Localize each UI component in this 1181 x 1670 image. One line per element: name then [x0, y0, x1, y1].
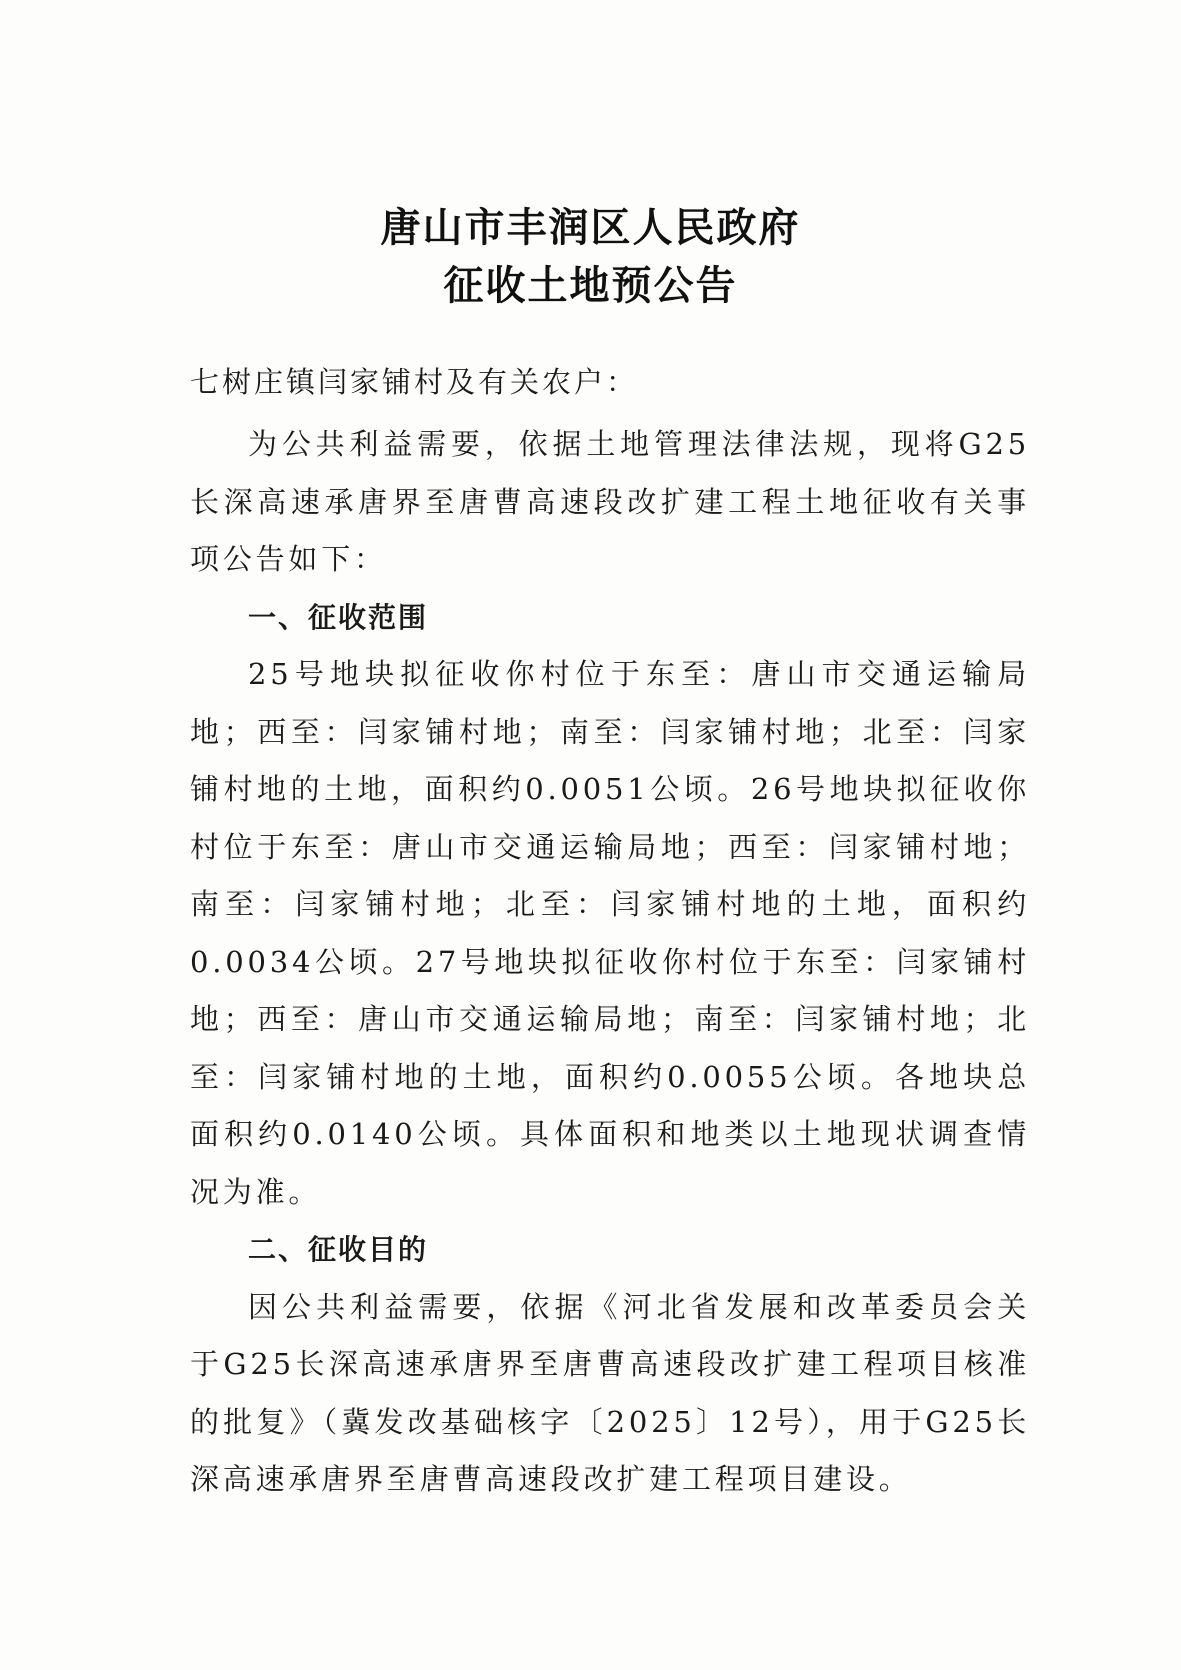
- document-title-line2: 征收土地预公告: [443, 262, 738, 309]
- document-body: [190, 416, 1030, 1509]
- salutation: 七树庄镇闫家铺村及有关农户：: [190, 365, 639, 399]
- intro-paragraph: 为公共利益需要，依据土地管理法律法规，现将G25长深高速承唐界至唐曹高速段改扩建工程土地征收有关事项公告如下：: [190, 427, 1030, 576]
- section2-paragraph: 因公共利益需要，依据《河北省发展和改革委员会关于G25长深高速承唐界至唐曹高速段改扩建工程项目核准的批复》（冀发改基础核字〔2025〕12号），用于G25长深高速承唐界至唐曹高速段改扩建工程项目建设。: [190, 1289, 1030, 1496]
- section1-heading: 一、征收范围: [248, 600, 429, 634]
- document-title-line1: 唐山市丰润区人民政府: [380, 204, 801, 251]
- section1-paragraph: 25号地块拟征收你村位于东至：唐山市交通运输局地；西至：闫家铺村地；南至：闫家铺村地；北至：闫家铺村地的土地，面积约0.0051公顷。26号地块拟征收你村位于东至：唐山市交通运输局地；西至：闫家铺村地；南至：闫家铺村地；北至：闫家铺村地的土地，面积约0.0034公顷。27号地块拟征收你村位于东至：闫家铺村地；西至：唐山市交通运输局地；南至：闫家铺村地；北至：闫家铺村地的土地，面积约0.0055公顷。各地块总面积约0.0140公顷。具体面积和地类以土地现状调查情况为准。: [190, 657, 1030, 1209]
- section2-heading: 二、征收目的: [248, 1233, 429, 1266]
